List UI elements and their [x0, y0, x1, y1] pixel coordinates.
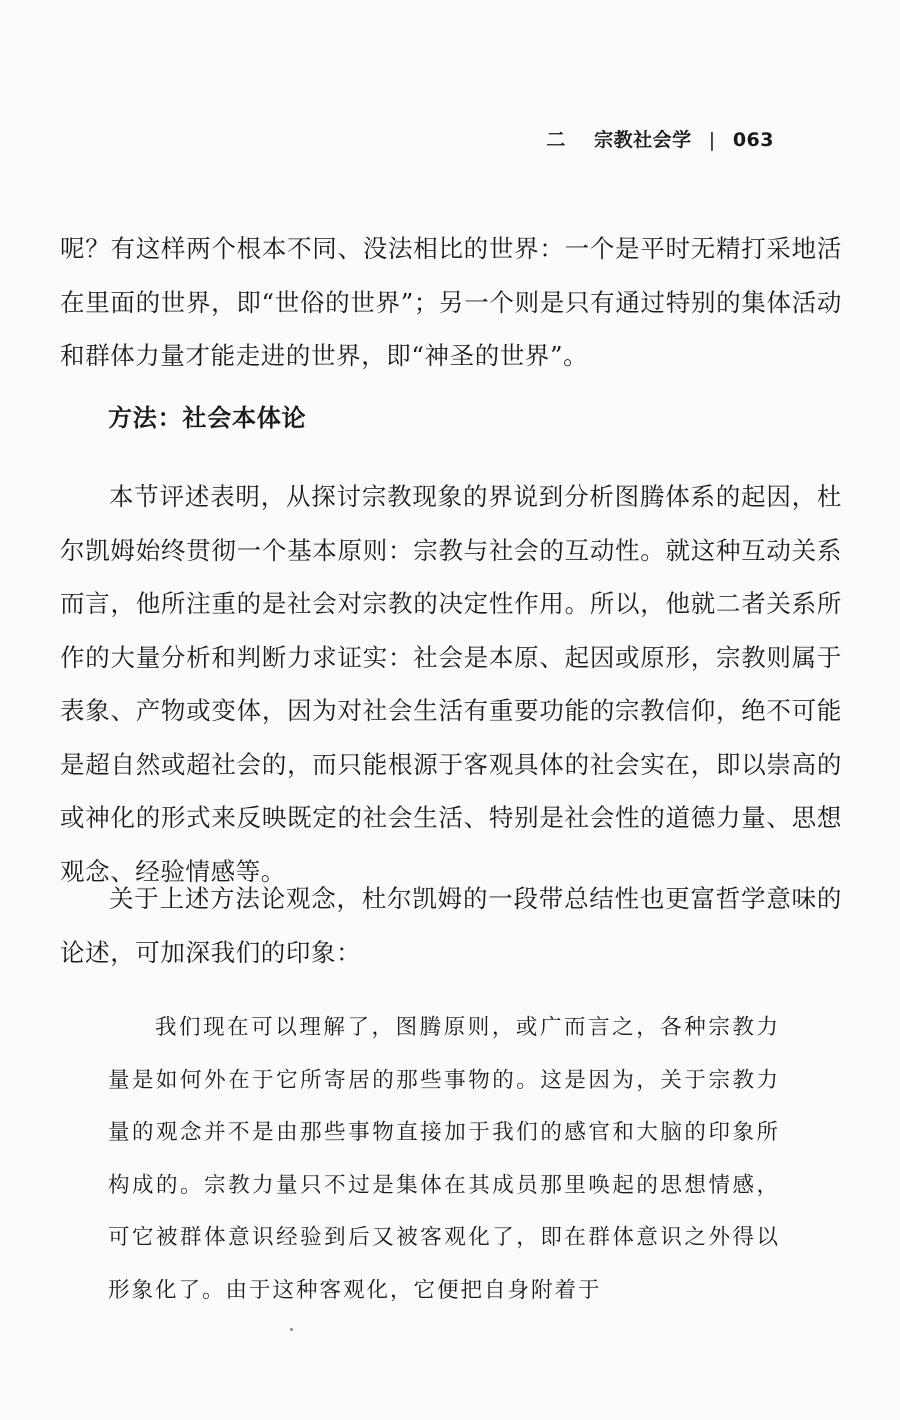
quote-text: 我们现在可以理解了，图腾原则，或广而言之，各种宗教力量是如何外在于它所寄居的那些事物的。这是因为，关于宗教力量的观念并不是由那些事物直接加于我们的感官和大脑的印象所构成的。宗教力量只不过是集体在其成员那里唤起的思想情感，可它被群体意识经验到后又被客观化了，即在群体意识之外得以形象化了。由于这种客观化，它便把自身附着于: [108, 1015, 780, 1303]
chapter-title: 宗教社会学: [594, 129, 692, 151]
paragraph-text: 本节评述表明，从探讨宗教现象的界说到分析图腾体系的起因，杜尔凯姆始终贯彻一个基本原则：宗教与社会的互动性。就这种互动关系而言，他所注重的是社会对宗教的决定性作用。所以，他就二者关系所作的大量分析和判断力求证实：社会是本原、起因或原形，宗教则属于表象、产物或变体，因为对社会生活有重要功能的宗教信仰，绝不可能是超自然或超社会的，而只能根源于客观具体的社会实在，即以崇高的或神化的形式来反映既定的社会生活、特别是社会性的道德力量、思想观念、经验情感等。: [60, 482, 842, 886]
block-quote: [108, 1002, 780, 1317]
running-header: [546, 125, 774, 152]
paragraph-methodology: [60, 470, 842, 898]
paragraph-text: 呢？有这样两个根本不同、没法相比的世界：一个是平时无精打采地活在里面的世界，即“世俗的世界”；另一个则是只有通过特别的集体活动和群体力量才能走进的世界，即“神圣的世界”。: [60, 234, 842, 370]
paragraph-intro-quote: [60, 872, 842, 979]
section-heading: 方法：社会本体论: [108, 404, 307, 432]
header-separator: |: [708, 129, 716, 151]
page-number: 063: [732, 129, 774, 151]
chapter-number: 二: [546, 129, 566, 151]
paragraph-text: 关于上述方法论观念，杜尔凯姆的一段带总结性也更富哲学意味的论述，可加深我们的印象：: [60, 884, 842, 967]
paper-speck: [290, 1328, 293, 1331]
paragraph-continued: [60, 222, 842, 383]
